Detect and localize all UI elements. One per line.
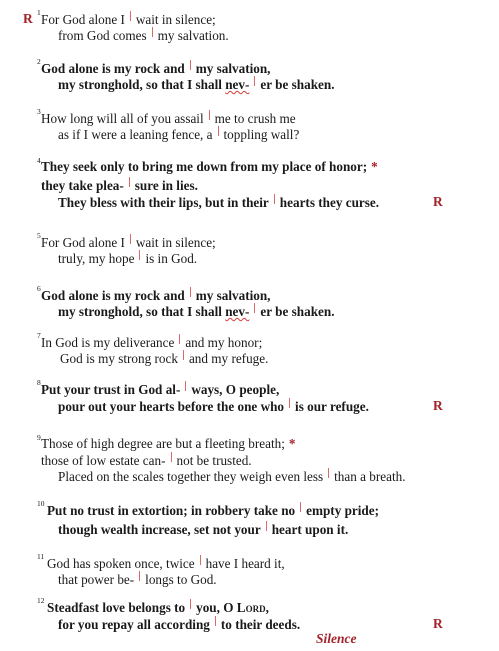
verse-3-line-1: How long will all of you assail me to crush me bbox=[41, 111, 296, 126]
verse-3-line-2: as if I were a leaning fence, a toppling wall? bbox=[58, 127, 300, 142]
verse-2-line-2: my stronghold, so that I shall nev- er be shaken. bbox=[58, 77, 335, 92]
asterisk-mark: * bbox=[288, 436, 296, 451]
verse-4-line-2: they take plea- sure in lies. bbox=[41, 178, 198, 193]
verse-8-line-2: pour out your hearts before the one who is our refuge. bbox=[58, 399, 369, 414]
verse-6-line-2: my stronghold, so that I shall nev- er be shaken. bbox=[58, 304, 335, 319]
verse-number: 2 bbox=[37, 57, 41, 66]
verse-number: 7 bbox=[37, 331, 41, 340]
verse-number: 6 bbox=[37, 284, 41, 293]
verse-11-line-2: that power be- longs to God. bbox=[58, 572, 217, 587]
verse-number: 1 bbox=[37, 8, 41, 17]
response-mark: R bbox=[23, 11, 33, 26]
response-mark: R bbox=[433, 194, 443, 209]
verse-12-line-1: Steadfast love belongs to you, O Lord, bbox=[47, 600, 269, 615]
verse-9-line-1: Those of high degree are but a fleeting breath; * bbox=[41, 436, 296, 451]
verse-6-line-1: God alone is my rock and my salvation, bbox=[41, 288, 271, 303]
verse-10-line-2: though wealth increase, set not your heart upon it. bbox=[58, 522, 349, 537]
verse-9-line-2: those of low estate can- not be trusted. bbox=[41, 453, 252, 468]
verse-1-line-1: For God alone I wait in silence; bbox=[41, 12, 216, 27]
verse-number: 8 bbox=[37, 378, 41, 387]
verse-1-line-2: from God comes my salvation. bbox=[58, 28, 229, 43]
verse-11-line-1: God has spoken once, twice have I heard it, bbox=[47, 556, 285, 571]
verse-2-line-1: God alone is my rock and my salvation, bbox=[41, 61, 271, 76]
verse-4-line-3: They bless with their lips, but in their hearts they curse. bbox=[58, 195, 380, 210]
silence-rubric: Silence bbox=[316, 631, 357, 646]
verse-number: 9 bbox=[37, 433, 41, 442]
verse-number: 10 bbox=[37, 499, 45, 508]
verse-number: 3 bbox=[37, 107, 41, 116]
asterisk-mark: * bbox=[371, 159, 378, 174]
verse-number: 4 bbox=[37, 156, 41, 165]
verse-12-line-2: for you repay all according to their deeds. bbox=[58, 617, 301, 632]
verse-4-line-1: They seek only to bring me down from my place of honor; * bbox=[41, 159, 378, 174]
response-mark: R bbox=[433, 616, 443, 631]
verse-number: 12 bbox=[37, 596, 45, 605]
verse-8-line-1: Put your trust in God al- ways, O people, bbox=[41, 382, 280, 397]
verse-7-line-1: In God is my deliverance and my honor; bbox=[41, 335, 263, 350]
response-mark: R bbox=[433, 398, 443, 413]
verse-number: 5 bbox=[37, 231, 41, 240]
verse-number: 11 bbox=[37, 552, 45, 561]
verse-10-line-1: Put no trust in extortion; in robbery take no empty pride; bbox=[47, 503, 380, 518]
verse-5-line-2: truly, my hope is in God. bbox=[58, 251, 198, 266]
verse-7-line-2: God is my strong rock and my refuge. bbox=[60, 351, 269, 366]
verse-9-line-3: Placed on the scales together they weigh even less than a breath. bbox=[58, 469, 406, 484]
verse-5-line-1: For God alone I wait in silence; bbox=[41, 235, 216, 250]
